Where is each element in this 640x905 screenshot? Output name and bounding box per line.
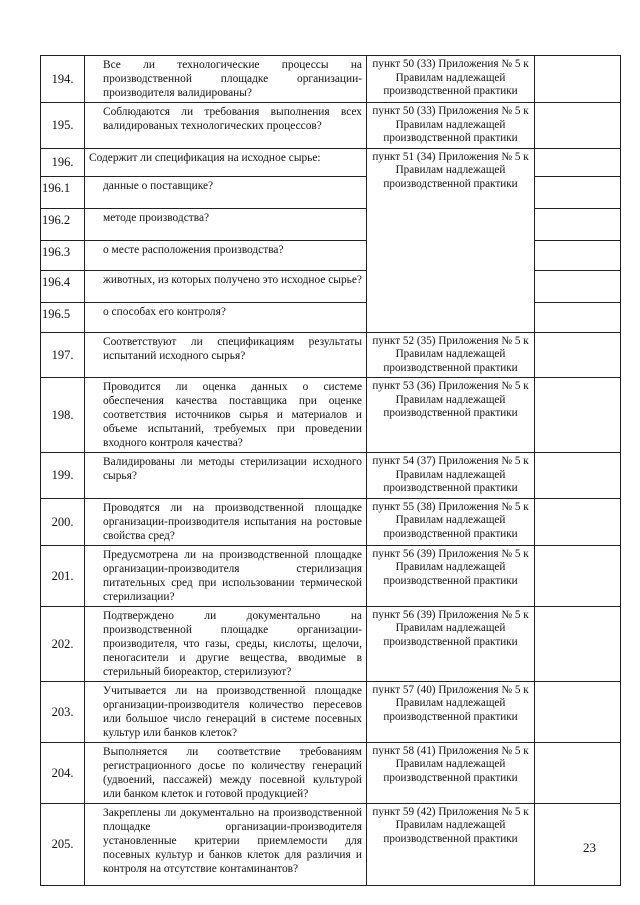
answer-cell [535,148,621,176]
row-number: 204. [41,742,85,803]
reference-text: пункт 50 (33) Приложения № 5 к Правилам надлежащей производственной практики [367,56,535,103]
table-row [41,498,621,545]
reference-text: пункт 58 (41) Приложения № 5 к Правилам надлежащей производственной практики [367,742,535,803]
table-row [41,148,621,176]
question-text: Содержит ли спецификация на исходное сырье: [85,148,367,176]
question-text: Все ли технологические процессы на производственной площадке организации-производителя валидированы? [85,56,367,103]
reference-text: пункт 51 (34) Приложения № 5 к Правилам надлежащей производственной практики [367,148,535,332]
answer-cell [535,56,621,103]
checklist-table [40,55,621,886]
row-number: 194. [41,56,85,103]
row-number: 196.3 [41,240,85,270]
answer-cell [535,302,621,332]
question-text: методе производства? [85,208,367,240]
table-row [41,453,621,499]
table-row [41,742,621,803]
reference-text: пункт 55 (38) Приложения № 5 к Правилам надлежащей производственной практики [367,498,535,545]
reference-text: пункт 59 (42) Приложения № 5 к Правилам надлежащей производственной практики [367,803,535,885]
row-number: 203. [41,681,85,742]
reference-text: пункт 56 (39) Приложения № 5 к Правилам надлежащей производственной практики [367,545,535,606]
reference-text: пункт 54 (37) Приложения № 5 к Правилам надлежащей производственной практики [367,453,535,499]
row-number: 196.1 [41,176,85,208]
answer-cell [535,270,621,302]
row-number: 196.5 [41,302,85,332]
row-number: 202. [41,606,85,681]
reference-text: пункт 52 (35) Приложения № 5 к Правилам надлежащей производственной практики [367,332,535,378]
question-text: Проводится ли оценка данных о системе обеспечения качества поставщика при оценке соответствия источников сырья и материалов и объеме испытаний, требуемых при проведении входного контроля качества? [85,378,367,453]
row-number: 197. [41,332,85,378]
answer-cell [535,498,621,545]
row-number: 196.2 [41,208,85,240]
question-text: о месте расположения производства? [85,240,367,270]
row-number: 201. [41,545,85,606]
question-text: Соблюдаются ли требования выполнения всех валидированых технологических процессов? [85,103,367,149]
table-row [41,56,621,103]
answer-cell [535,545,621,606]
answer-cell [535,742,621,803]
table-row [41,803,621,885]
reference-text: пункт 50 (33) Приложения № 5 к Правилам надлежащей производственной практики [367,103,535,149]
answer-cell [535,176,621,208]
page-number: 23 [583,840,596,855]
row-number: 199. [41,453,85,499]
question-text: Проводятся ли на производственной площадке организации-производителя испытания на ростовые свойства сред? [85,498,367,545]
row-number: 205. [41,803,85,885]
answer-cell [535,378,621,453]
row-number: 196.4 [41,270,85,302]
question-text: Подтверждено ли документально на производственной площадке организации-производителя, что газы, среды, кислоты, щелочи, пеногасители и другие вещества, вводимые в стерильный биореактор, стерилизуют? [85,606,367,681]
reference-text: пункт 53 (36) Приложения № 5 к Правилам надлежащей производственной практики [367,378,535,453]
answer-cell [535,332,621,378]
answer-cell [535,453,621,499]
table-row [41,681,621,742]
table-row [41,545,621,606]
answer-cell [535,606,621,681]
table-row [41,332,621,378]
question-text: данные о поставщике? [85,176,367,208]
question-text: Закреплены ли документально на производственной площадке организации-производителя установленные критерии приемлемости для посевных культур и банков клеток для различия и контроля на отсутствие контаминантов? [85,803,367,885]
table-row [41,378,621,453]
question-text: Предусмотрена ли на производственной площадке организации-производителя стерилизация питательных сред при использовании термической стерилизации? [85,545,367,606]
row-number: 195. [41,103,85,149]
answer-cell [535,803,621,885]
answer-cell [535,681,621,742]
table-row [41,606,621,681]
question-text: Соответствуют ли спецификациям результаты испытаний исходного сырья? [85,332,367,378]
question-text: о способах его контроля? [85,302,367,332]
row-number: 200. [41,498,85,545]
question-text: Выполняется ли соответствие требованиям регистрационного досье по количеству генераций (удвоений, пассажей) между посевной культурой или банком клеток и готовой продукцией? [85,742,367,803]
reference-text: пункт 56 (39) Приложения № 5 к Правилам надлежащей производственной практики [367,606,535,681]
answer-cell [535,208,621,240]
question-text: животных, из которых получено это исходное сырье? [85,270,367,302]
row-number: 198. [41,378,85,453]
reference-text: пункт 57 (40) Приложения № 5 к Правилам надлежащей производственной практики [367,681,535,742]
table-row [41,103,621,149]
question-text: Учитывается ли на производственной площадке организации-производителя количество пересевов или большое число генераций в системе посевных культур или банков клеток? [85,681,367,742]
answer-cell [535,240,621,270]
answer-cell [535,103,621,149]
row-number: 196. [41,148,85,176]
question-text: Валидированы ли методы стерилизации исходного сырья? [85,453,367,499]
